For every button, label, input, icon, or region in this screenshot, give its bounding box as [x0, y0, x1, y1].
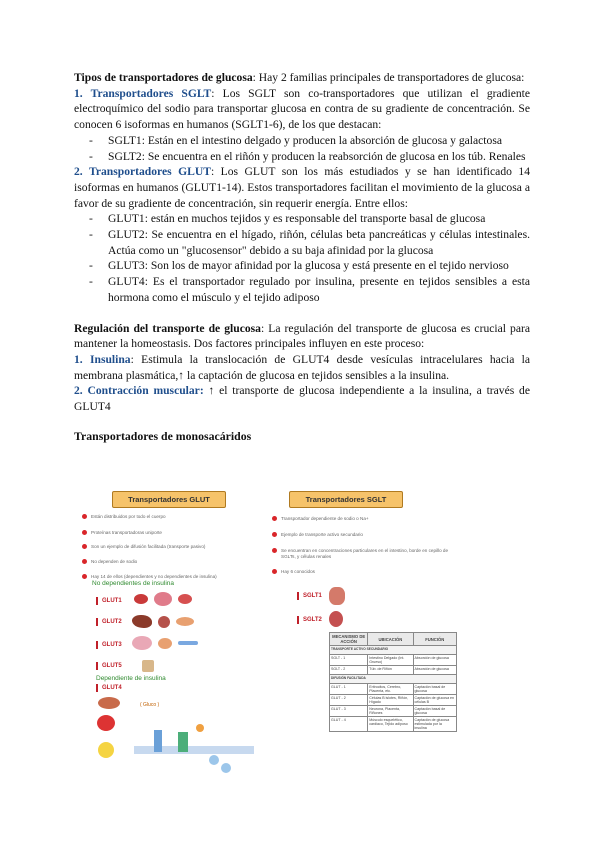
insulin-dependent-label: Dependiente de insulina — [96, 675, 166, 682]
table-cell: GLUT - 1 — [330, 684, 368, 695]
table-header: FUNCIÓN — [413, 633, 457, 646]
table-cell: Músculo esquelético, cardiaco, Tejido adiposo — [368, 717, 413, 732]
glut-heading: 2. Transportadores GLUT — [74, 165, 211, 179]
kidney-icon — [158, 616, 170, 628]
sglt-bullet: Ejemplo de transporte activo secundario — [281, 532, 451, 538]
figure-title: Transportadores de monosacáridos — [74, 428, 252, 443]
glut-list — [74, 211, 530, 305]
table-cell: Captación basal de glucosa — [413, 706, 457, 717]
contraction-text: ↑ el transporte de glucosa independiente a la insulina, a través de GLUT4 — [74, 384, 530, 414]
sglt-panel — [269, 488, 460, 775]
sglt2-label: SGLT2 — [297, 616, 322, 624]
table-cell: SGLT - 2 — [330, 666, 368, 675]
fructose-icon — [142, 660, 154, 672]
glut-bullet: Son un ejemplo de difusión facilitada (transporte pasivo) — [91, 544, 256, 550]
glucose-label-icon: ( Gluco ) — [140, 702, 160, 708]
intro-paragraph — [74, 70, 530, 86]
membrane-icon — [134, 746, 254, 754]
intro-title: Tipos de transportadores de glucosa — [74, 71, 253, 84]
kidney-icon — [329, 611, 343, 627]
document-body — [74, 70, 530, 444]
sperm-icon — [178, 641, 198, 645]
table-subheader: TRANSPORTE ACTIVO SECUNDARIO — [330, 646, 457, 655]
table-cell: Captación de glucosa en células B — [413, 695, 457, 706]
placenta-icon — [158, 638, 172, 649]
list-item: - SGLT2: Se encuentra en el riñón y producen la reabsorción de glucosa en los túb. Renales — [86, 149, 530, 165]
list-item: - GLUT1: están en muchos tejidos y es responsable del transporte basal de glucosa — [86, 211, 530, 227]
glut4-channel-icon — [178, 732, 188, 752]
glut-text: : Los GLUT son los más estudiados y se han identificado 14 isoformas en humanos (GLUT1-14). Estos transportadores facilitan el movimiento de la glucosa a favor de su gradiente de concentración, sin requerir energía. Entre ellos: — [74, 165, 530, 210]
brain-icon — [132, 636, 152, 650]
table-cell: Neurona, Placenta, Riñones — [368, 706, 413, 717]
sglt-bullet: Transportador dependiente de sodio o Na+ — [281, 516, 451, 522]
table-cell: Células B islotes, Riñón, Hígado — [368, 695, 413, 706]
glut-panel — [74, 488, 262, 775]
list-item: - GLUT3: Son los de mayor afinidad por la glucosa y está presente en el tejido nervioso — [86, 258, 530, 274]
insulin-mechanism-diagram — [74, 688, 262, 778]
glut2-label: GLUT2 — [96, 618, 122, 626]
sglt-list — [74, 133, 530, 164]
glut-bullet: No dependen de sodio — [91, 559, 256, 565]
muscle-icon — [98, 697, 120, 709]
table-header: UBICACIÓN — [368, 633, 413, 646]
sglt-header: Transportadores SGLT — [289, 491, 403, 508]
glut-bullet: Están distribuidos por todo el cuerpo — [91, 514, 256, 520]
table-cell: Túb. de Riñón — [368, 666, 413, 675]
brain-icon — [154, 592, 172, 606]
table-cell: Captación de glucosa estimulada por la insulina — [413, 717, 457, 732]
list-item: - SGLT1: Están en el intestino delgado y producen la absorción de glucosa y galactosa — [86, 133, 530, 149]
table-cell: Absorción de glucosa — [413, 655, 457, 666]
table-cell: Absorción de glucosa — [413, 666, 457, 675]
table-row — [330, 666, 457, 675]
vesicle-icon — [209, 755, 219, 765]
monosaccharide-figure — [74, 488, 460, 775]
table-cell: GLUT - 4 — [330, 717, 368, 732]
table-cell: GLUT - 2 — [330, 695, 368, 706]
placenta-icon — [178, 594, 192, 604]
adipose-icon — [98, 742, 114, 758]
vesicle-icon — [221, 763, 231, 773]
sglt-bullet: Hay 6 conocidos — [281, 569, 451, 575]
regulation-title: Regulación del transporte de glucosa — [74, 321, 261, 335]
glut5-label: GLUT5 — [96, 662, 122, 670]
sglt-bullet: Se encuentran en concentraciones particulares en el intestino, borde en cepillo de SGLTs, y células renales — [281, 548, 451, 560]
insulin-heading: 1. Insulina — [74, 352, 131, 366]
insulin-paragraph — [74, 352, 530, 383]
intestine-icon — [329, 587, 345, 605]
table-subheader: DIFUSIÓN FACILITADA — [330, 675, 457, 684]
table-cell: Eritrocitos, Cerebro, Placenta, etc. — [368, 684, 413, 695]
glut-bullet: Hay 14 de ellos (dependientes y no dependientes de insulina) — [91, 574, 256, 580]
table-row — [330, 717, 457, 732]
sglt-paragraph — [74, 86, 530, 133]
sglt1-label: SGLT1 — [297, 592, 322, 600]
table-header: MECANISMO DE ACCIÓN — [330, 633, 368, 646]
pancreas-icon — [176, 617, 194, 626]
insulin-text: : Estimula la translocación de GLUT4 desde vesículas intracelulares hacia la membrana plasmática,↑ la captación de glucosa en tejidos sensibles a la insulina. — [74, 352, 531, 382]
table-cell: GLUT - 3 — [330, 706, 368, 717]
table-row — [330, 684, 457, 695]
heart-icon — [97, 715, 115, 731]
glut4-label: GLUT4 — [96, 684, 122, 692]
receptor-icon — [154, 730, 162, 752]
table-cell: Captación basal de glucosa — [413, 684, 457, 695]
regulation-text: : La regulación del transporte de glucosa es crucial para mantener la homeostasis. Dos factores principales influyen en este proceso: — [74, 321, 530, 351]
list-item: - GLUT4: Es el transportador regulado por insulina, presente en tejidos sensibles a esta hormona como el músculo y el tejido adiposo — [86, 274, 530, 305]
table-row — [330, 695, 457, 706]
transporter-table — [329, 632, 457, 732]
regulation-paragraph — [74, 321, 530, 352]
list-item: - GLUT2: Se encuentra en el hígado, riñón, células beta pancreáticas y células intestinales. Actúa como un "glucosensor" debido a su baja afinidad por la glucosa — [86, 227, 530, 258]
contraction-paragraph — [74, 383, 530, 414]
table-row — [330, 706, 457, 717]
sglt-text: : Los SGLT son co-transportadores que utilizan el gradiente electroquímico del sodio para transportar glucosa en contra de su gradiente de concentración. Se conocen 6 isoformas en humanos (SGLT1-6), de los que destacan: — [74, 86, 531, 132]
liver-icon — [132, 615, 152, 628]
table-cell: SGLT - 1 — [330, 655, 368, 666]
glut-header: Transportadores GLUT — [112, 491, 226, 508]
table-row — [330, 655, 457, 666]
insulin-icon — [196, 724, 204, 732]
sglt-heading: 1. Transportadores SGLT — [74, 86, 212, 100]
glut-bullet: Proteínas transportadoras uniporte — [91, 530, 256, 536]
table-cell: Intestino Delgado (Int. Grueso) — [368, 655, 413, 666]
contraction-heading: 2. Contracción muscular: — [74, 384, 204, 398]
rbc-icon — [134, 594, 148, 604]
glut1-label: GLUT1 — [96, 597, 122, 605]
glut-paragraph — [74, 164, 530, 211]
glut3-label: GLUT3 — [96, 641, 122, 649]
intro-text: : Hay 2 familias principales de transportadores de glucosa: — [252, 71, 525, 84]
no-insulin-dependent-label: No dependientes de insulina — [92, 580, 175, 587]
